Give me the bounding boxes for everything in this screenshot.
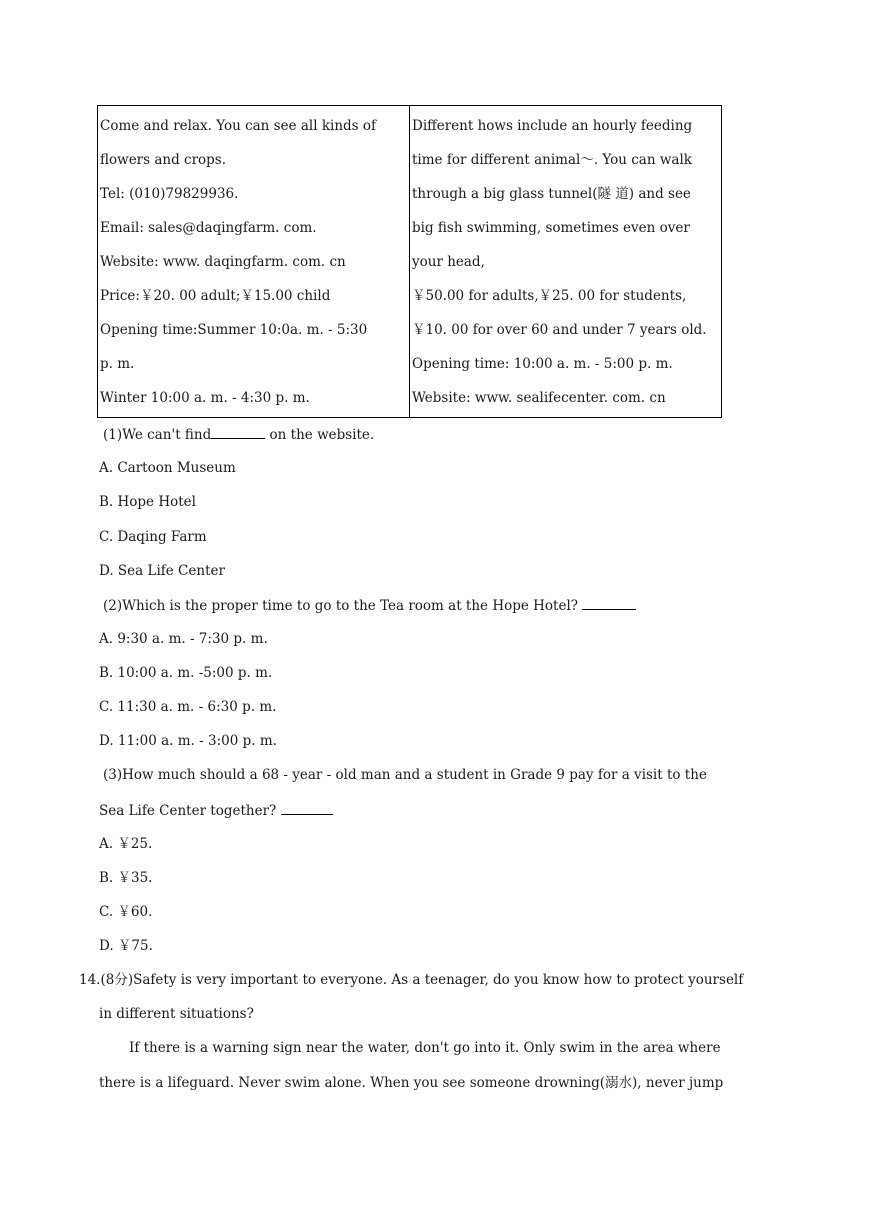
question-1 [103, 426, 374, 443]
table-line: Winter 10:00 a. m. - 4:30 p. m. [100, 390, 310, 406]
table-line: Tel: (010)79829936. [100, 186, 239, 202]
option-a: A. Cartoon Museum [99, 460, 236, 476]
option-d: D. ￥75. [99, 938, 153, 954]
passage-line-2: there is a lifeguard. Never swim alone. When you see someone drowning(溺水), never jump [99, 1075, 724, 1091]
table-line: time for different animal～. You can walk [412, 152, 692, 168]
table-line: your head, [412, 254, 485, 270]
table-line: big fish swimming, sometimes even over [412, 220, 690, 236]
table-line: through a big glass tunnel(隧 道) and see [412, 186, 691, 202]
table-line: flowers and crops. [100, 152, 227, 168]
option-b: B. Hope Hotel [99, 494, 196, 510]
sea-life-center-cell [410, 106, 722, 418]
question-14-line-1: 14.(8分)Safety is very important to everyone. As a teenager, do you know how to protect yourself [79, 972, 744, 988]
option-c: C. ￥60. [99, 904, 153, 920]
info-table [97, 105, 722, 418]
table-line: Email: sales@daqingfarm. com. [100, 220, 317, 236]
option-b: B. 10:00 a. m. -5:00 p. m. [99, 665, 273, 681]
table-line: p. m. [100, 356, 135, 372]
answer-blank [281, 802, 333, 815]
table-line: ￥50.00 for adults,￥25. 00 for students, [412, 288, 687, 304]
option-c: C. 11:30 a. m. - 6:30 p. m. [99, 699, 277, 715]
option-a: A. 9:30 a. m. - 7:30 p. m. [99, 631, 268, 647]
answer-blank [211, 426, 265, 439]
question-3-line-1: (3)How much should a 68 - year - old man and a student in Grade 9 pay for a visit to the [103, 767, 707, 783]
question-2-text: (2)Which is the proper time to go to the Tea room at the Hope Hotel? [103, 598, 583, 614]
answer-blank [582, 597, 636, 610]
question-1-prefix: (1)We can't find [103, 427, 212, 443]
option-a: A. ￥25. [99, 836, 153, 852]
table-line: ￥10. 00 for over 60 and under 7 years old. [412, 322, 707, 338]
table-line: Website: www. sealifecenter. com. cn [412, 390, 666, 406]
passage-line-1: If there is a warning sign near the water, don't go into it. Only swim in the area where [129, 1040, 721, 1056]
table-line: Different hows include an hourly feeding [412, 118, 693, 134]
question-3-text: Sea Life Center together? [99, 803, 281, 819]
option-b: B. ￥35. [99, 870, 153, 886]
daqing-farm-cell [98, 106, 410, 418]
table-line: Website: www. daqingfarm. com. cn [100, 254, 346, 270]
table-line: Come and relax. You can see all kinds of [100, 118, 377, 134]
question-1-suffix: on the website. [265, 427, 375, 443]
table-line: Price:￥20. 00 adult;￥15.00 child [100, 288, 331, 304]
option-d: D. Sea Life Center [99, 563, 225, 579]
table-line: Opening time:Summer 10:0a. m. - 5:30 [100, 322, 368, 338]
option-c: C. Daqing Farm [99, 529, 207, 545]
table-line: Opening time: 10:00 a. m. - 5:00 p. m. [412, 356, 673, 372]
question-2 [103, 597, 636, 614]
question-14-line-2: in different situations? [99, 1006, 254, 1022]
option-d: D. 11:00 a. m. - 3:00 p. m. [99, 733, 277, 749]
question-3-line-2 [99, 802, 333, 819]
